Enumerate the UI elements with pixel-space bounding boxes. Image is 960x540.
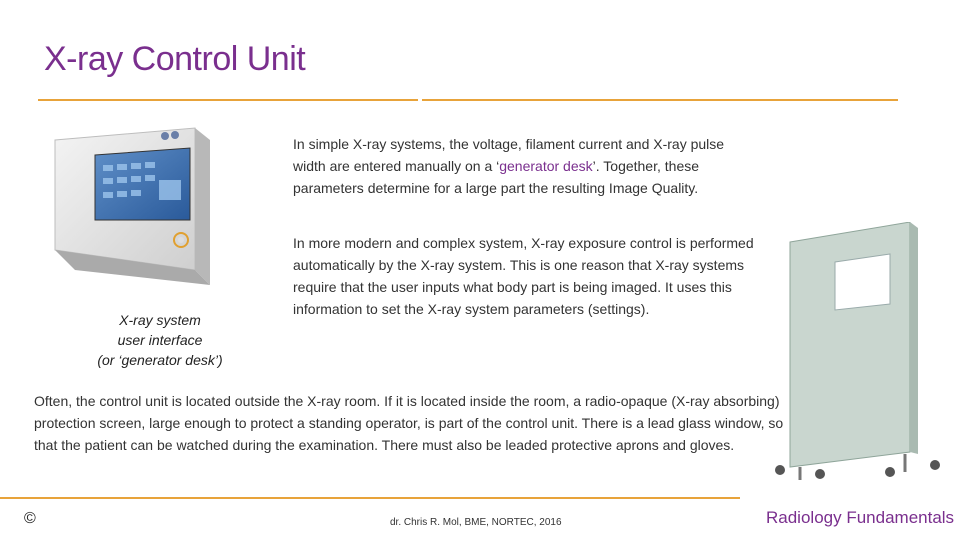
- para1-text-b: ’. Together, these parameters determine for a large part the resulting Image Quality.: [293, 158, 700, 196]
- generator-desk-image: [45, 120, 275, 320]
- image-caption: [80, 310, 240, 370]
- caption-line-3: (or ‘generator desk’): [97, 352, 223, 368]
- slide-title: X-ray Control Unit: [44, 40, 306, 78]
- protection-screen-image: [760, 222, 960, 482]
- course-brand: Radiology Fundamentals: [766, 508, 955, 527]
- paragraph-exposure-control: In more modern and complex system, X-ray exposure control is performed automatically by the X-ray system. This is one reason that X-ray systems require that the user inputs what body part is being imaged. It uses this information to set the X-ray system parameters (settings).: [293, 235, 754, 317]
- footer-rule: [0, 497, 740, 499]
- generator-desk-term: generator desk: [499, 158, 593, 174]
- caption-line-2: user interface: [117, 332, 203, 348]
- paragraph-generator-desk: [293, 133, 738, 199]
- author-credit: dr. Chris R. Mol, BME, NORTEC, 2016: [390, 517, 562, 528]
- caption-line-1: X-ray system: [119, 312, 201, 328]
- para1-text-a: In simple X-ray systems, the voltage, filament current and X-ray pulse width are entered manually on a ‘: [293, 136, 725, 174]
- copyright-symbol: ©: [24, 510, 36, 527]
- title-underline: [38, 99, 898, 101]
- paragraph-control-room: Often, the control unit is located outside the X-ray room. If it is located inside the room, a radio-opaque (X-ray absorbing) protection screen, large enough to protect a standing operator, is part of the control unit. There is a lead glass window, so that the patient can be watched during the examination. There must also be leaded protective aprons and gloves.: [34, 393, 784, 453]
